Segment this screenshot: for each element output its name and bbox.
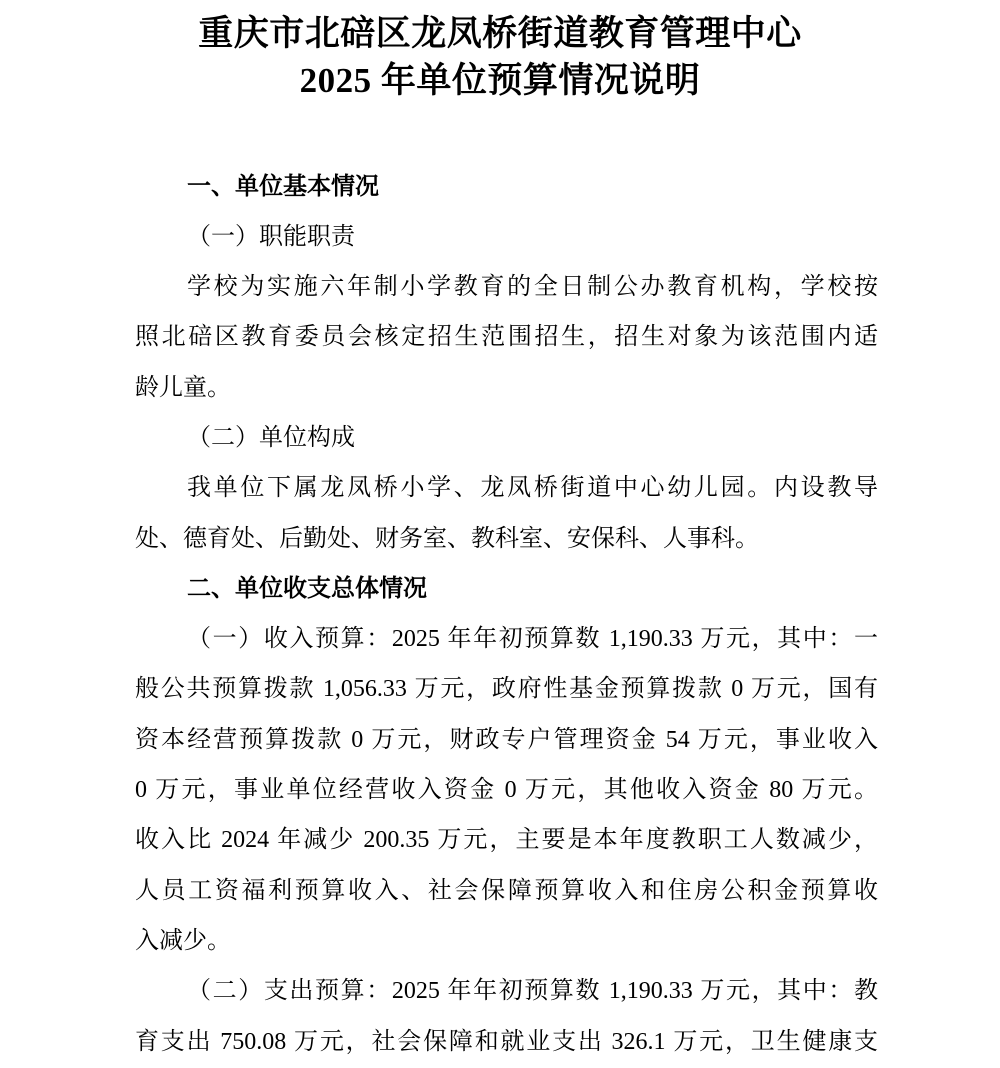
paragraph-line: 育支出 750.08 万元，社会保障和就业支出 326.1 万元，卫生健康支 — [135, 1028, 878, 1055]
paragraph-income-budget — [135, 614, 878, 966]
paragraph-line: （一）收入预算：2025 年年初预算数 1,190.33 万元，其中：一 — [187, 626, 878, 653]
document-title — [0, 10, 1000, 104]
title-line-1: 重庆市北碚区龙凤桥街道教育管理中心 — [198, 13, 802, 53]
paragraph-line: 0 万元，事业单位经营收入资金 0 万元，其他收入资金 80 万元。 — [135, 777, 878, 804]
paragraph-line: 学校为实施六年制小学教育的全日制公办教育机构，学校按 — [187, 274, 878, 301]
document-body — [135, 162, 878, 1067]
paragraph-line: 照北碚区教育委员会核定招生范围招生，招生对象为该范围内适 — [135, 324, 878, 351]
section-heading-basic-info: 一、单位基本情况 — [187, 173, 379, 200]
paragraph-line: 我单位下属龙凤桥小学、龙凤桥街道中心幼儿园。内设教导 — [187, 475, 878, 502]
paragraph-line: 龄儿童。 — [135, 374, 231, 401]
paragraph-line: （二）支出预算：2025 年年初预算数 1,190.33 万元，其中：教 — [187, 978, 878, 1005]
paragraph-line: 入减少。 — [135, 927, 231, 954]
subheading-functions: （一）职能职责 — [187, 223, 355, 250]
title-line-2: 2025 年单位预算情况说明 — [299, 60, 701, 100]
paragraph-line: 人员工资福利预算收入、社会保障预算收入和住房公积金预算收 — [135, 877, 878, 904]
paragraph-line: 资本经营预算拨款 0 万元，财政专户管理资金 54 万元，事业收入 — [135, 726, 878, 753]
paragraph-line: 处、德育处、后勤处、财务室、教科室、安保科、人事科。 — [135, 525, 759, 552]
paragraph-line: 收入比 2024 年减少 200.35 万元，主要是本年度教职工人数减少， — [135, 827, 878, 854]
section-heading-budget-overview: 二、单位收支总体情况 — [187, 575, 427, 602]
paragraph-functions — [135, 262, 878, 413]
paragraph-line: 般公共预算拨款 1,056.33 万元，政府性基金预算拨款 0 万元，国有 — [135, 676, 878, 703]
subheading-composition: （二）单位构成 — [187, 424, 355, 451]
paragraph-composition — [135, 463, 878, 564]
paragraph-expenditure-budget — [135, 966, 878, 1067]
